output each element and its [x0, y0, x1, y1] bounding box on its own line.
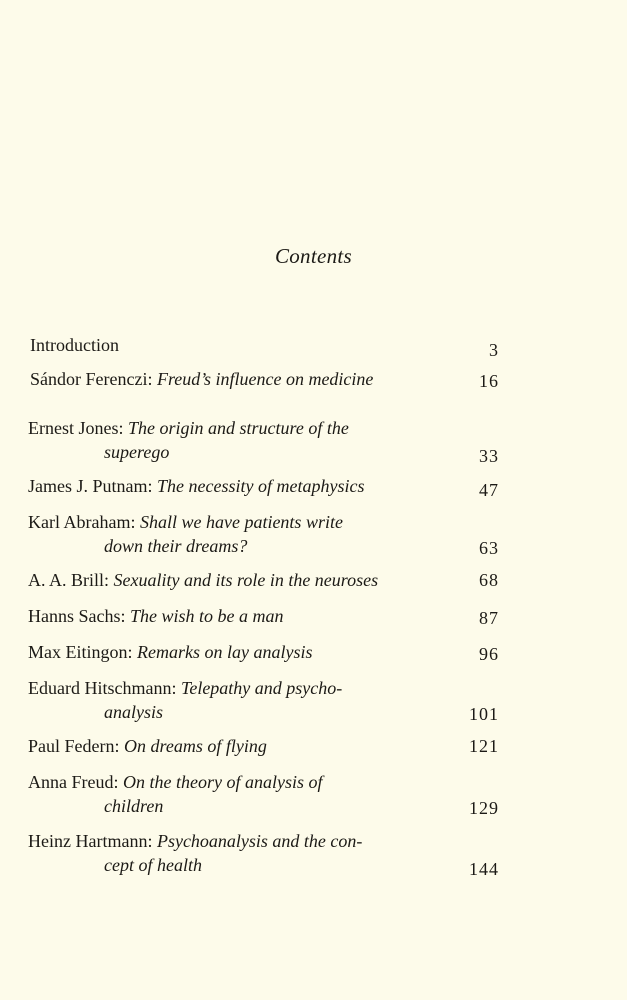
entry-title: Psychoanalysis and the con- — [156, 831, 363, 851]
entry-title-continuation: superego — [104, 442, 170, 462]
entry-title: Shall we have patients write — [139, 512, 343, 532]
entry-page-number: 16 — [479, 371, 499, 391]
entry-author: Paul Federn: — [28, 736, 120, 756]
entry-author: James J. Putnam: — [28, 476, 153, 496]
entry-title-continuation: children — [104, 796, 164, 816]
entry-page-number: 3 — [489, 340, 499, 360]
entry-author: A. A. Brill: — [28, 570, 110, 590]
entry-page-number: 144 — [469, 859, 499, 879]
entry-title-continuation: analysis — [104, 702, 164, 722]
entry-author: Anna Freud: — [28, 772, 119, 792]
entry-title-continuation: cept of health — [104, 855, 202, 875]
entry-page-number: 33 — [479, 446, 499, 466]
entry-page-number: 63 — [479, 538, 499, 558]
entry-title: Sexuality and its role in the neuroses — [113, 570, 379, 590]
entry-title: Telepathy and psycho- — [180, 678, 343, 698]
entry-title: The origin and structure of the — [127, 418, 349, 438]
entry-title: The wish to be a man — [130, 606, 284, 626]
entry-author: Introduction — [30, 335, 119, 355]
entry-title: Freud’s influence on medicine — [156, 369, 374, 389]
entry-author: Ernest Jones: — [28, 418, 124, 438]
entry-title: On the theory of analysis of — [122, 772, 323, 792]
entry-title: On dreams of flying — [124, 736, 267, 756]
entry-page-number: 101 — [469, 704, 499, 724]
entry-page-number: 87 — [479, 608, 499, 628]
entry-title: The necessity of metaphysics — [157, 476, 365, 496]
page-title: Contents — [274, 244, 353, 268]
entry-author: Sándor Ferenczi: — [30, 369, 153, 389]
entry-author: Heinz Hartmann: — [28, 831, 153, 851]
entry-page-number: 96 — [479, 644, 499, 664]
entry-title: Remarks on lay analysis — [137, 642, 313, 662]
entry-author: Eduard Hitschmann: — [28, 678, 177, 698]
entry-page-number: 129 — [469, 798, 499, 818]
entry-author: Max Eitingon: — [28, 642, 133, 662]
entry-author: Hanns Sachs: — [28, 606, 126, 626]
entry-page-number: 121 — [469, 736, 499, 756]
entry-page-number: 47 — [479, 480, 499, 500]
entry-author: Karl Abraham: — [28, 512, 136, 532]
entry-page-number: 68 — [479, 570, 499, 590]
entry-title-continuation: down their dreams? — [104, 536, 248, 556]
